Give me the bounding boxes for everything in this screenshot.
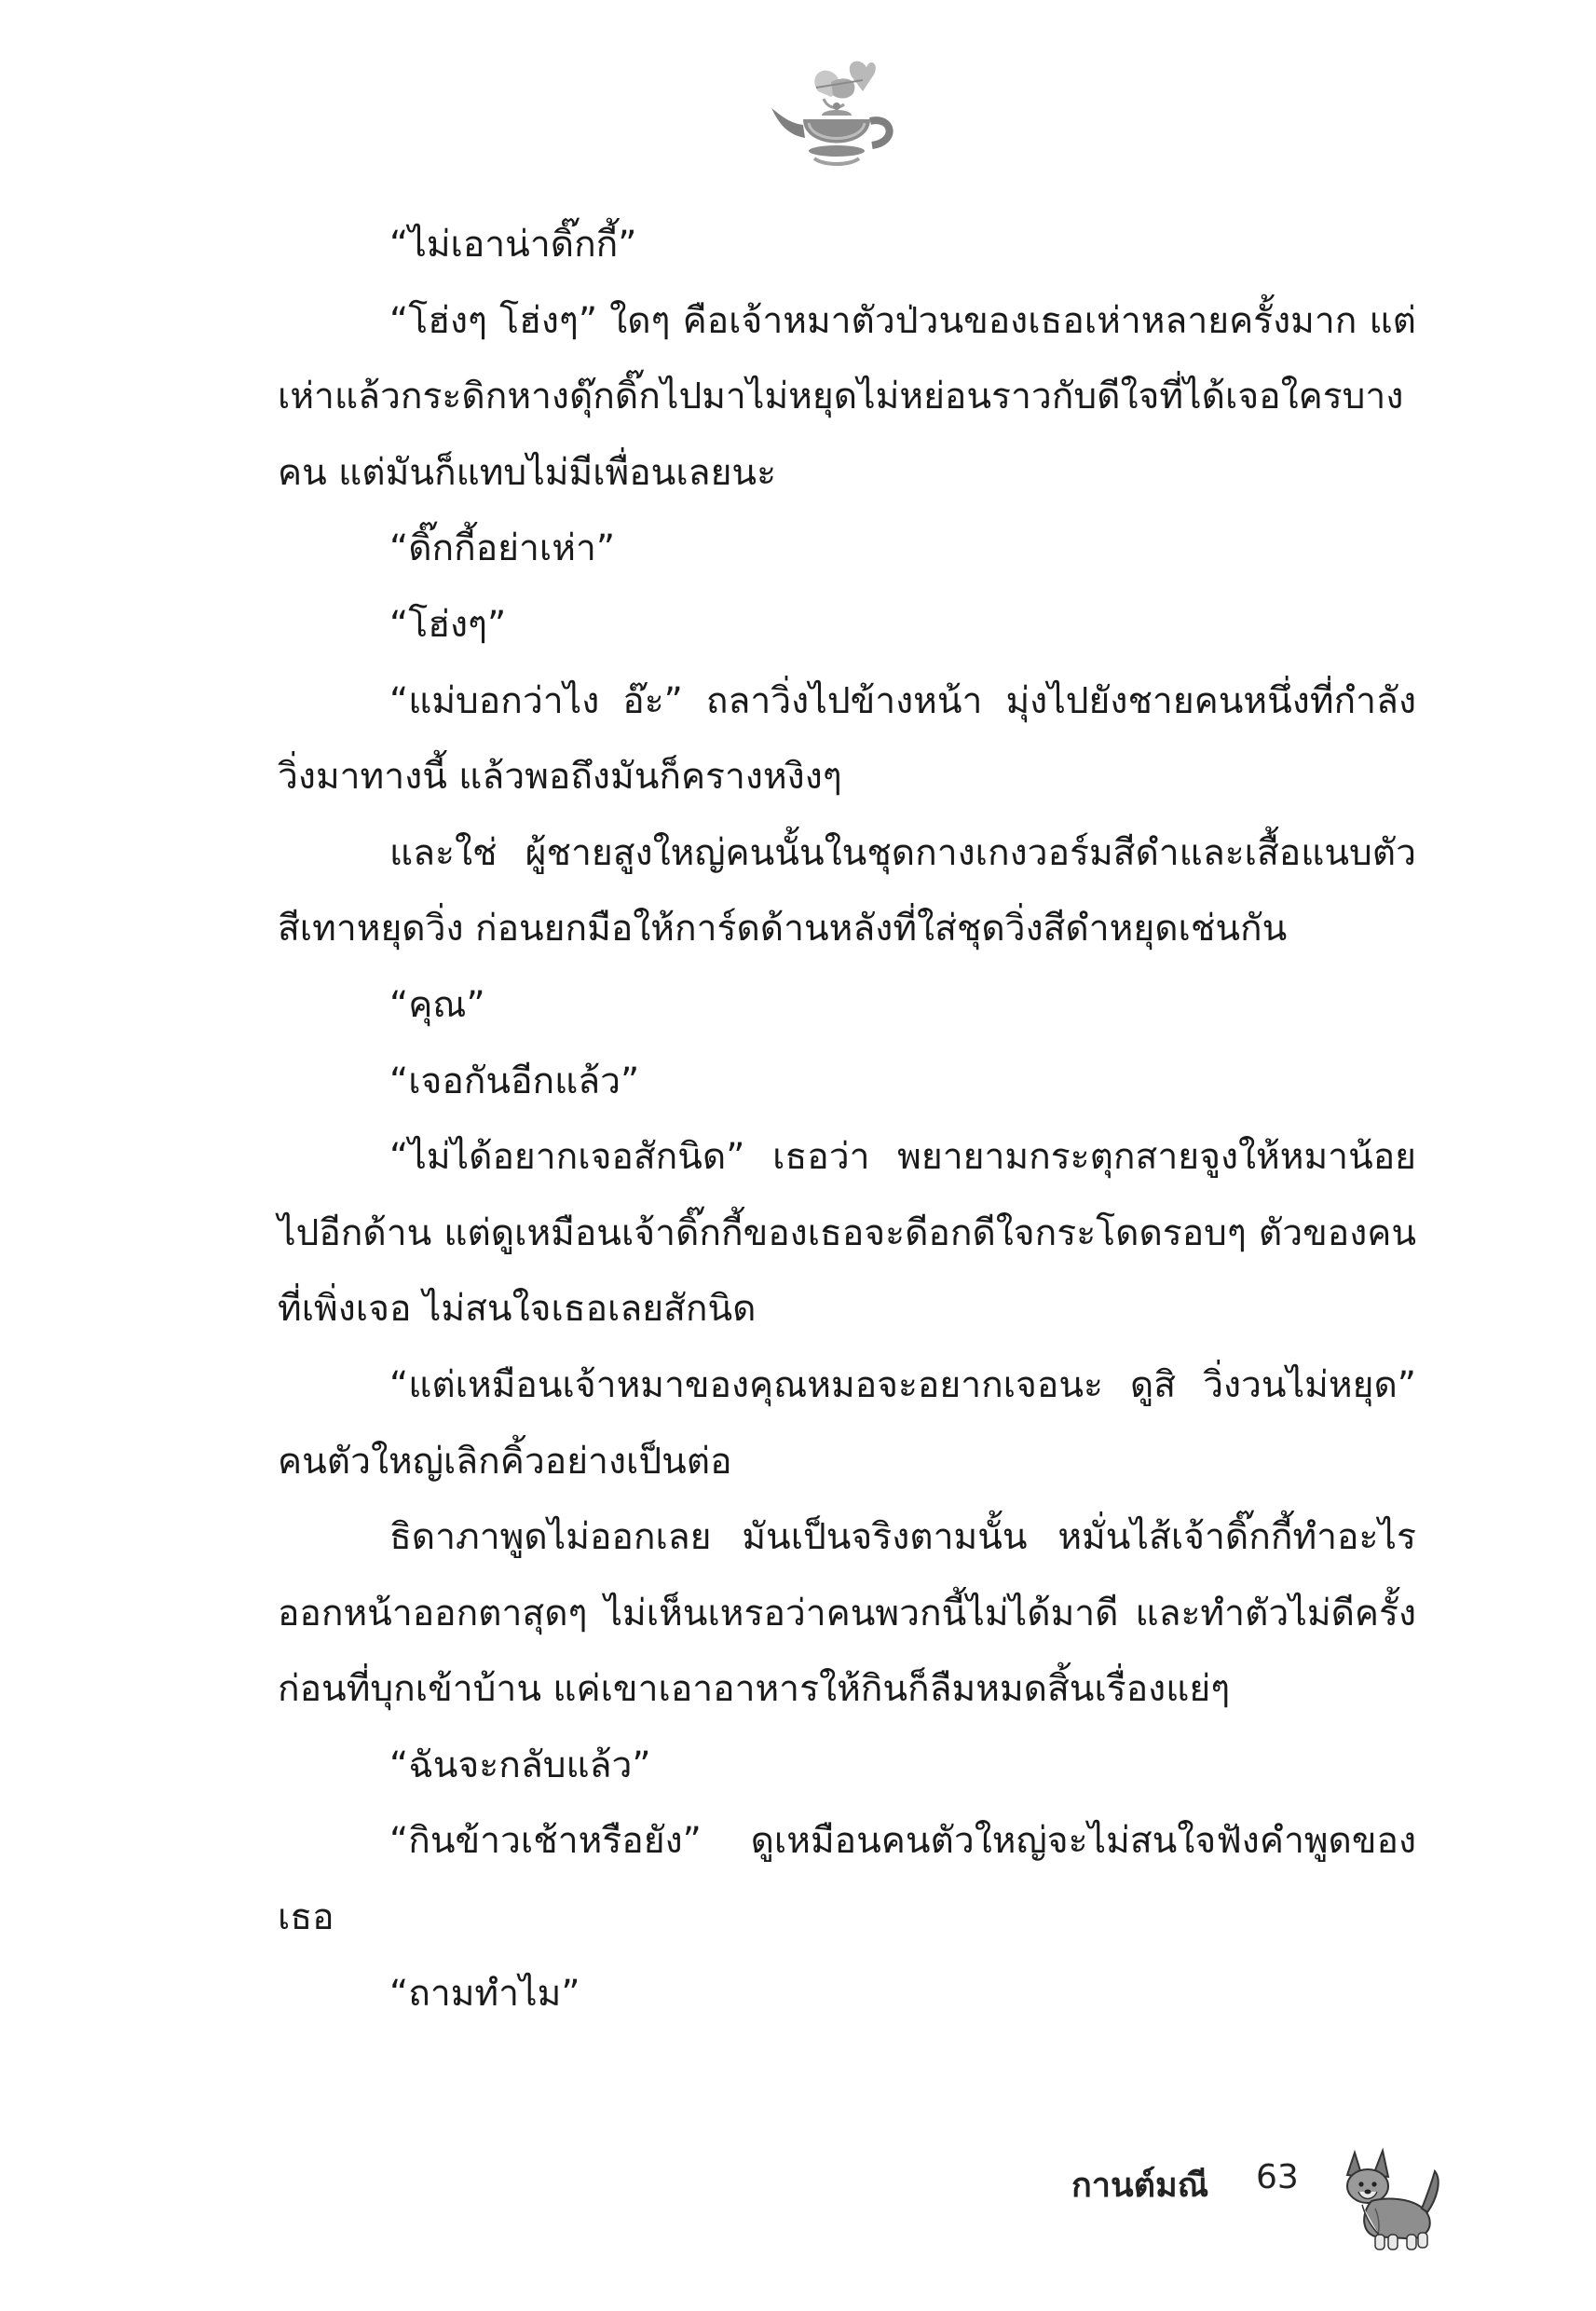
- page-number: 63: [1256, 2158, 1299, 2196]
- paragraph: “โฮ่งๆ โฮ่งๆ” ใดๆ คือเจ้าหมาตัวป่วนของเธอเห่าหลายครั้งมาก แต่เห่าแล้วกระดิกหางดุ๊กดิ๊กไปมาไม่หยุดไม่หย่อนราวกับดีใจที่ได้เจอใครบางคน แต่มันก็แทบไม่มีเพื่อนเลยนะ: [278, 299, 1416, 494]
- paragraph: “ดิ๊กกี้อย่าเห่า”: [389, 527, 616, 570]
- paragraph: “ถามทำไม”: [389, 1972, 580, 2015]
- paragraph: “ไม่เอาน่าดิ๊กกี้”: [389, 224, 637, 266]
- paragraph: “ไม่ได้อยากเจอสักนิด” เธอว่า พยายามกระตุกสายจูงให้หมาน้อยไปอีกด้าน แต่ดูเหมือนเจ้าดิ๊กกี้ของเธอจะดีอกดีใจกระโดดรอบๆ ตัวของคนที่เพิ่งเจอ ไม่สนใจเธอเลยสักนิด: [278, 1136, 1416, 1331]
- paragraph: ธิดาภาพูดไม่ออกเลย มันเป็นจริงตามนั้น หมั่นไส้เจ้าดิ๊กกี้ทำอะไรออกหน้าออกตาสุดๆ ไม่เห็นเหรอว่าคนพวกนี้ไม่ได้มาดี และทำตัวไม่ดีครั้งก่อนที่บุกเข้าบ้าน แค่เขาเอาอาหารให้กินก็ลืมหมดสิ้นเรื่องแย่ๆ: [278, 1516, 1416, 1711]
- paragraph: และใช่ ผู้ชายสูงใหญ่คนนั้นในชุดกางเกงวอร์มสีดำและเสื้อแนบตัวสีเทาหยุดวิ่ง ก่อนยกมือให้การ์ดด้านหลังที่ใส่ชุดวิ่งสีดำหยุดเช่นกัน: [278, 831, 1416, 950]
- body-text: [278, 207, 1416, 2031]
- corgi-dog-icon: [1334, 2143, 1444, 2255]
- paragraph: “โฮ่งๆ”: [389, 603, 507, 646]
- paragraph: “เจอกันอีกแล้ว”: [389, 1060, 640, 1102]
- paragraph: “แต่เหมือนเจ้าหมาของคุณหมอจะอยากเจอนะ ดูสิ วิ่งวนไม่หยุด” คนตัวใหญ่เลิกคิ้วอย่างเป็นต่อ: [278, 1363, 1416, 1483]
- paragraph: “คุณ”: [389, 983, 485, 1026]
- paragraph: “แม่บอกว่าไง อ๊ะ” ถลาวิ่งไปข้างหน้า มุ่งไปยังชายคนหนึ่งที่กำลังวิ่งมาทางนี้ แล้วพอถึงมันก็ครางหงิงๆ: [278, 679, 1416, 799]
- paragraph: “กินข้าวเช้าหรือยัง” ดูเหมือนคนตัวใหญ่จะไม่สนใจฟังคำพูดของเธอ: [278, 1820, 1416, 1939]
- teapot-cupid-icon: [762, 54, 911, 175]
- paragraph: “ฉันจะกลับแล้ว”: [389, 1744, 651, 1786]
- book-title: กานต์มณี: [1071, 2167, 1209, 2205]
- page-footer: [1071, 2143, 1519, 2264]
